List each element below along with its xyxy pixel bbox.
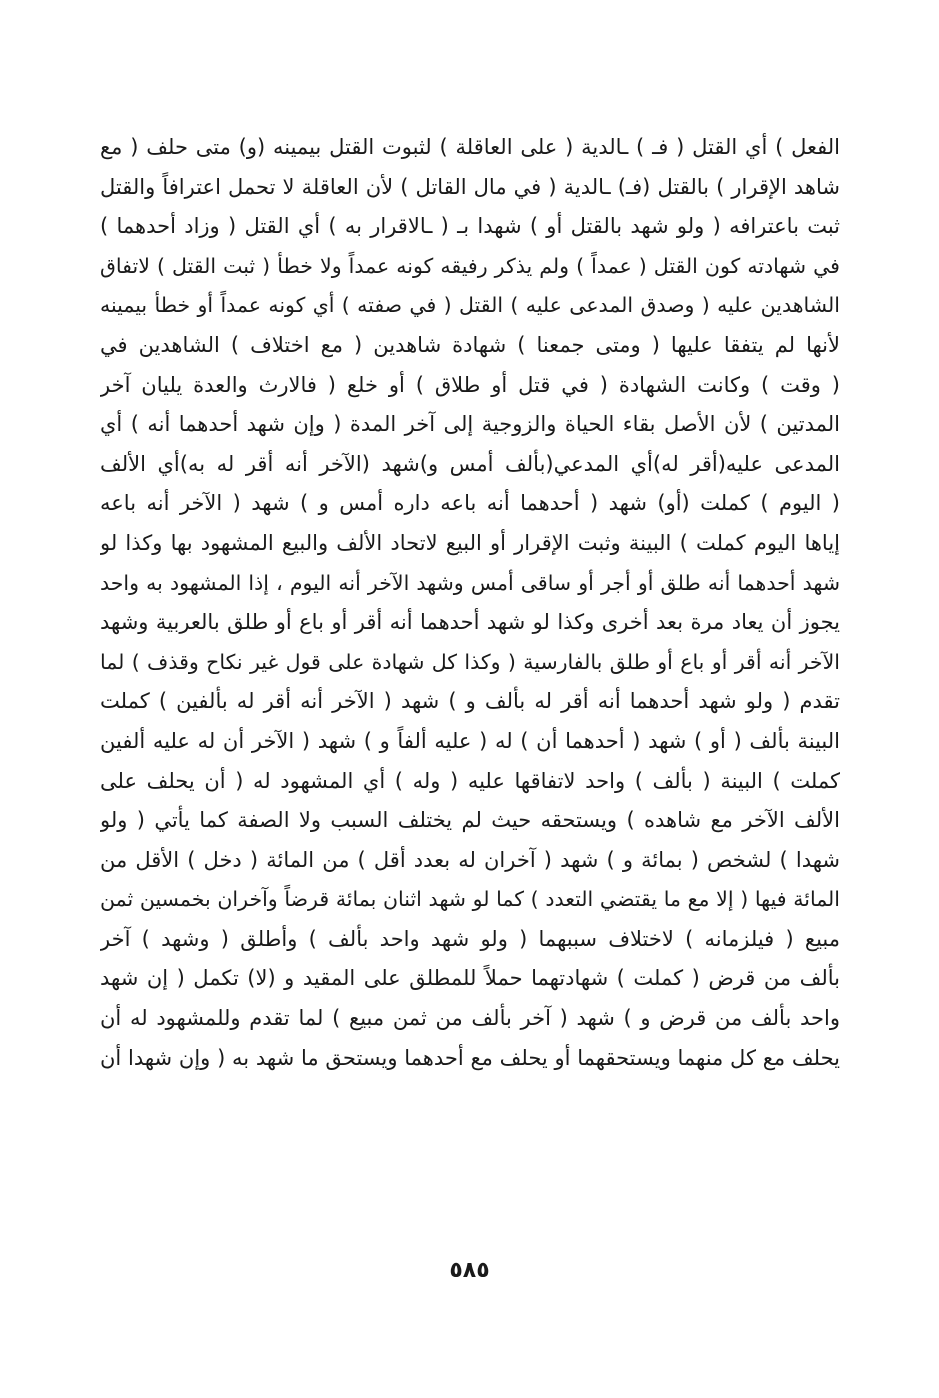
text-line: الألف الآخر مع شاهده ) ويستحقه حيث لم يختلف السبب ولا الصفة كما يأتي ( ولو bbox=[100, 808, 840, 833]
text-line: شاهد الإقرار ) بالقتل (فـ) ـالدية ( في مال القاتل ) لأن العاقلة لا تحمل اعترافاً والقتل bbox=[100, 174, 840, 199]
text-line: لأنها لم يتفقا عليها ( ومتى جمعنا ) شهادة شاهدين ( مع اختلاف ) الشاهدين في bbox=[100, 332, 840, 357]
text-line: البينة بألف ( أو ) شهد ( أحدهما أن ) له ( عليه ألفاً و ) شهد ( الآخر أن له عليه ألفين bbox=[100, 728, 840, 753]
body-text bbox=[100, 128, 840, 1078]
text-line: إياها اليوم كملت ) البينة وثبت الإقرار أو البيع لاتحاد الألف والبيع المشهود بها وكذا لو bbox=[100, 530, 840, 555]
text-line: المدتين ) لأن الأصل بقاء الحياة والزوجية إلى آخر المدة ( وإن شهد أحدهما أنه ) أي bbox=[100, 412, 840, 437]
page-number: ٥٨٥ bbox=[449, 1258, 490, 1283]
text-line: يجوز أن يعاد مرة بعد أخرى وكذا لو شهد أحدهما أنه أقر أو باع أو طلق بالعربية وشهد bbox=[100, 610, 840, 635]
text-line: ثبت باعترافه ( ولو شهد بالقتل أو ) شهدا بـ ( ـالاقرار به ) أي القتل ( وزاد أحدهما ) bbox=[100, 214, 840, 239]
text-line: تقدم ( ولو شهد أحدهما أنه أقر له بألف و ) شهد ( الآخر أنه أقر له بألفين ) كملت bbox=[100, 689, 840, 714]
text-line: ( وقت ) وكانت الشهادة ( في قتل أو طلاق ) أو خلع ( فالارث والعدة يليان آخر bbox=[100, 372, 840, 397]
text-line: شهد أحدهما أنه طلق أو أجر أو ساقى أمس وشهد الآخر أنه اليوم ، إذا المشهود به واحد bbox=[100, 570, 840, 595]
text-line: الآخر أنه أقر أو باع أو طلق بالفارسية ( وكذا كل شهادة على قول غير نكاح وقذف ) لما bbox=[100, 649, 840, 674]
text-line: المدعى عليه(أقر له)أي المدعي(بألف أمس و)شهد (الآخر أنه أقر له به)أي الألف bbox=[100, 451, 840, 476]
text-line: مبيع ( فيلزمانه ) لاختلاف سببهما ( ولو شهد واحد بألف ) وأطلق ( وشهد ) آخر bbox=[100, 926, 840, 951]
text-line: ( اليوم ) كملت (أو) شهد ( أحدهما أنه باعه داره أمس و ) شهد ( الآخر أنه باعه bbox=[100, 491, 840, 516]
text-line: شهدا ) لشخص ( بمائة و ) شهد ( آخران له بعدد أقل ) من المائة ( دخل ) الأقل من bbox=[100, 847, 840, 872]
text-line: في شهادته كون القتل ( عمداً ) ولم يذكر رفيقه كونه عمداً ولا خطأ ( ثبت القتل ) لاتفاق bbox=[100, 253, 840, 278]
text-line: المائة فيها ( إلا مع ما يقتضي التعدد ) كما لو شهد اثنان بمائة قرضاً وآخران بخمسين ثمن bbox=[100, 887, 840, 912]
text-line: الفعل ) أي القتل ( فـ ) ـالدية ( على العاقلة ) لثبوت القتل بيمينه (و) متى حلف ( مع bbox=[100, 135, 840, 159]
text-line: الشاهدين عليه ( وصدق المدعى عليه ) القتل ( في صفته ) أي كونه عمداً أو خطأ بيمينه bbox=[100, 293, 840, 318]
text-line: يحلف مع كل منهما ويستحقهما أو يحلف مع أحدهما ويستحق ما شهد به ( وإن شهدا أن bbox=[100, 1045, 840, 1070]
text-line: بألف من قرض ( كملت ) شهادتهما حملاً للمطلق على المقيد و (لا) تكمل ( إن شهد bbox=[100, 966, 840, 991]
text-line: كملت ) البينة ( بألف ) واحد لاتفاقها عليه ( وله ) أي المشهود له ( أن يحلف على bbox=[100, 768, 840, 793]
text-line: واحد بألف من قرض و ) شهد ( آخر بألف من ثمن مبيع ) لما تقدم وللمشهود له أن bbox=[100, 1006, 840, 1031]
